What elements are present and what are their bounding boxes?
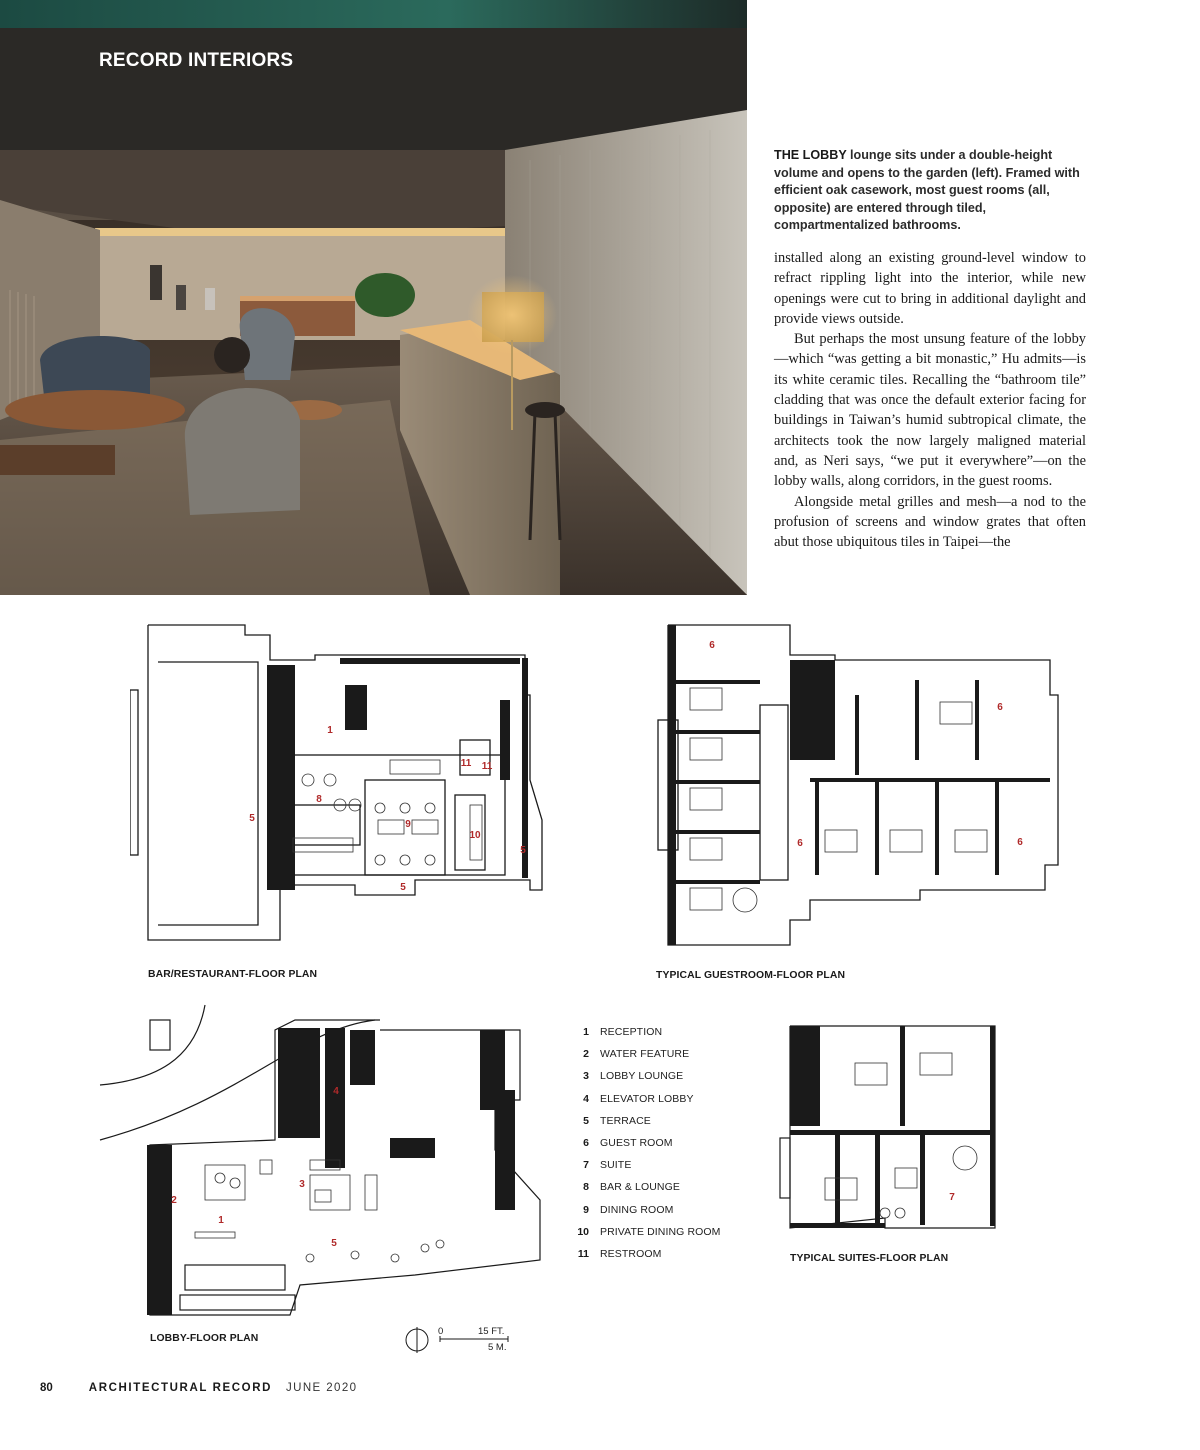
plan-number: 11 bbox=[481, 761, 493, 772]
legend-number: 8 bbox=[583, 1181, 589, 1194]
body-paragraph: installed along an existing ground-level window to refract rippling light into the interior, while new openings were cut to bring in additional daylight and provide views outside. bbox=[774, 250, 1086, 327]
plan-number: 5 bbox=[400, 882, 406, 893]
legend-label: TERRACE bbox=[600, 1114, 651, 1127]
guestroom-plan-label: TYPICAL GUESTROOM-FLOOR PLAN bbox=[656, 970, 846, 981]
legend-number: 3 bbox=[583, 1070, 589, 1083]
plan-number: 11 bbox=[460, 758, 472, 769]
lobby-plan-label: LOBBY-FLOOR PLAN bbox=[150, 1333, 259, 1344]
legend-label: SUITE bbox=[600, 1159, 632, 1172]
page-footer bbox=[40, 1380, 357, 1396]
legend-item bbox=[575, 1021, 775, 1043]
legend-label: LOBBY LOUNGE bbox=[600, 1070, 684, 1083]
legend-label: RECEPTION bbox=[600, 1026, 663, 1039]
body-paragraph: Alongside metal grilles and mesh—a nod to the profusion of screens and window grates that often abut those ubiquitous tiles in Taipei—the bbox=[774, 493, 1086, 551]
plan-number: 5 bbox=[249, 813, 255, 824]
legend-number: 9 bbox=[583, 1203, 589, 1216]
legend-item bbox=[575, 1088, 775, 1110]
suites-plan-label: TYPICAL SUITES-FLOOR PLAN bbox=[790, 1253, 949, 1264]
lobby-photo-illustration bbox=[0, 0, 747, 595]
plan-number: 2 bbox=[171, 1195, 177, 1206]
legend-item bbox=[575, 1132, 775, 1154]
plan-legend bbox=[575, 1021, 775, 1265]
scale-meters: 5 M. bbox=[488, 1342, 507, 1353]
legend-item bbox=[575, 1043, 775, 1065]
legend-number: 4 bbox=[583, 1092, 589, 1105]
caption-lead: THE LOBBY bbox=[774, 148, 847, 162]
legend-label: GUEST ROOM bbox=[600, 1137, 673, 1150]
lobby-floor-plan bbox=[95, 1000, 555, 1320]
legend-item bbox=[575, 1110, 775, 1132]
legend-label: WATER FEATURE bbox=[600, 1048, 690, 1061]
plan-number: 7 bbox=[949, 1192, 955, 1203]
legend-label: PRIVATE DINING ROOM bbox=[600, 1225, 721, 1238]
legend-number: 10 bbox=[577, 1225, 589, 1238]
body-paragraph: But perhaps the most unsung feature of the lobby—which “was getting a bit monastic,” Hu admits—is its white ceramic tiles. Recalling the “bathroom tile” cladding that was once the default exterior facing for buildings in Taiwan’s humid subtropical climate, the architects took the now largely maligned material and, as Neri says, “we put it everywhere”—on the lobby walls, along corridors, in the guest rooms. bbox=[774, 331, 1086, 490]
plan-number: 1 bbox=[327, 725, 333, 736]
plan-number: 8 bbox=[316, 794, 322, 805]
scale-feet: 15 FT. bbox=[478, 1326, 505, 1337]
plan-number: 6 bbox=[1017, 837, 1023, 848]
guestroom-floor-plan bbox=[650, 620, 1090, 955]
page-number: 80 bbox=[40, 1382, 53, 1394]
plan-number: 9 bbox=[405, 819, 411, 830]
legend-number: 5 bbox=[583, 1114, 589, 1127]
plan-number: 4 bbox=[333, 1086, 339, 1097]
plan-number: 6 bbox=[709, 640, 715, 651]
caption-text: lounge sits under a double-height volume and opens to the garden (left). Framed with efficient oak casework, most guest rooms (all, opposite) are entered through tiled, compartmentalized bathrooms. bbox=[774, 148, 1080, 233]
legend-item bbox=[575, 1199, 775, 1221]
legend-label: RESTROOM bbox=[600, 1247, 662, 1260]
plan-number: 10 bbox=[469, 830, 481, 841]
legend-item bbox=[575, 1243, 775, 1265]
bar-restaurant-floor-plan bbox=[130, 620, 550, 960]
legend-item bbox=[575, 1154, 775, 1176]
plan-number: 5 bbox=[331, 1238, 337, 1249]
legend-number: 1 bbox=[583, 1026, 589, 1039]
legend-number: 2 bbox=[583, 1048, 589, 1061]
legend-label: DINING ROOM bbox=[600, 1203, 674, 1216]
bar-restaurant-plan-label: BAR/RESTAURANT-FLOOR PLAN bbox=[148, 969, 318, 980]
plan-number: 6 bbox=[997, 702, 1003, 713]
plan-number: 5 bbox=[520, 845, 526, 856]
scale-bar bbox=[404, 1323, 524, 1357]
section-label: RECORD INTERIORS bbox=[99, 50, 294, 71]
magazine-name: ARCHITECTURAL RECORD bbox=[88, 1382, 272, 1394]
legend-number: 11 bbox=[577, 1247, 589, 1260]
lobby-photo bbox=[0, 0, 747, 595]
plan-number: 3 bbox=[299, 1179, 305, 1190]
photo-caption bbox=[774, 147, 1084, 235]
scale-zero: 0 bbox=[438, 1326, 444, 1337]
legend-item bbox=[575, 1176, 775, 1198]
plan-number: 6 bbox=[797, 838, 803, 849]
body-text bbox=[774, 248, 1086, 552]
legend-label: BAR & LOUNGE bbox=[600, 1181, 680, 1194]
issue-date: JUNE 2020 bbox=[286, 1382, 358, 1394]
legend-label: ELEVATOR LOBBY bbox=[600, 1092, 694, 1105]
legend-number: 7 bbox=[583, 1159, 589, 1172]
legend-number: 6 bbox=[583, 1137, 589, 1150]
legend-item bbox=[575, 1065, 775, 1087]
suites-floor-plan bbox=[775, 1018, 1005, 1238]
legend-item bbox=[575, 1221, 775, 1243]
plan-number: 1 bbox=[218, 1215, 224, 1226]
